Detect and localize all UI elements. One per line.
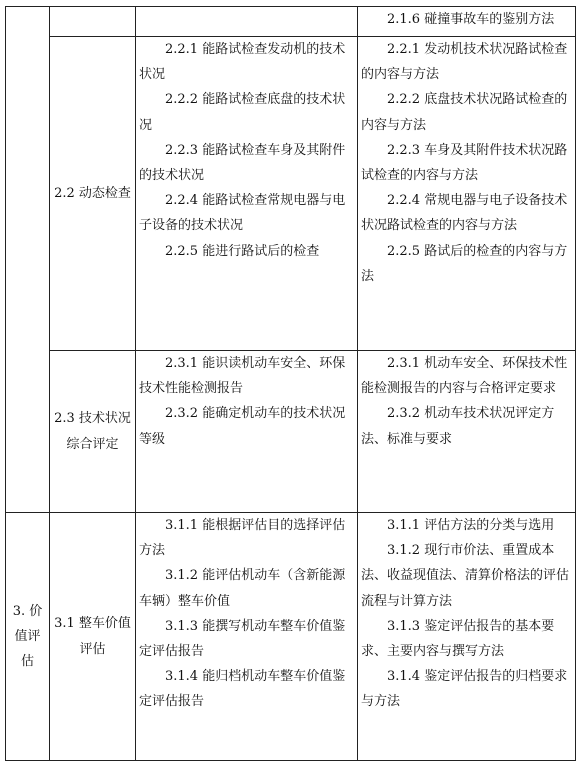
knowledge-item: 2.2.2 底盘技术状况路试检查的内容与方法	[361, 92, 568, 133]
skills-table	[5, 6, 576, 761]
table-row	[6, 513, 576, 761]
skills-cell	[136, 37, 358, 351]
knowledge-item: 3.1.3 鉴定评估报告的基本要求、主要内容与撰写方法	[361, 618, 555, 660]
table-row	[6, 37, 576, 351]
skill-item: 3.1.3 能撰写机动车整车价值鉴定评估报告	[139, 618, 346, 660]
knowledge-item: 2.3.2 机动车技术状况评定方法、标准与要求	[361, 406, 555, 447]
knowledge-cell	[358, 351, 576, 513]
skill-item: 2.2.3 能路试检查车身及其附件的技术状况	[139, 142, 346, 184]
skills-cell	[136, 351, 358, 513]
skill-item: 2.2.2 能路试检查底盘的技术状况	[139, 92, 346, 133]
knowledge-item: 3.1.2 现行市价法、重置成本法、收益现值法、清算价格法的评估流程与计算方法	[361, 543, 570, 609]
category-cell-empty	[6, 7, 50, 513]
table-row	[6, 7, 576, 37]
knowledge-item: 2.2.5 路试后的检查的内容与方法	[361, 243, 568, 284]
skill-item: 2.2.4 能路试检查常规电器与电子设备的技术状况	[139, 193, 346, 234]
skill-item: 3.1.1 能根据评估目的选择评估方法	[139, 518, 346, 559]
skills-cell	[136, 7, 358, 37]
subcategory-cell: 2.2 动态检查	[50, 37, 136, 351]
knowledge-item: 2.2.4 常规电器与电子设备技术状况路试检查的内容与方法	[361, 193, 568, 234]
knowledge-cell	[358, 513, 576, 761]
subcategory-cell-empty	[50, 7, 136, 37]
skill-item: 3.1.2 能评估机动车（含新能源车辆）整车价值	[139, 568, 346, 609]
skill-item: 3.1.4 能归档机动车整车价值鉴定评估报告	[139, 669, 346, 710]
table-row	[6, 351, 576, 513]
knowledge-item: 3.1.4 鉴定评估报告的归档要求与方法	[361, 669, 568, 710]
knowledge-item: 2.3.1 机动车安全、环保技术性能检测报告的内容与合格评定要求	[361, 356, 568, 397]
subcategory-cell: 3.1 整车价值评估	[50, 513, 136, 761]
knowledge-item: 2.2.1 发动机技术状况路试检查的内容与方法	[361, 42, 568, 83]
knowledge-cell	[358, 37, 576, 351]
category-cell: 3. 价值评估	[6, 513, 50, 761]
skill-item: 2.3.1 能识读机动车安全、环保技术性能检测报告	[139, 356, 346, 397]
knowledge-item: 3.1.1 评估方法的分类与选用	[387, 518, 555, 533]
skill-item: 2.3.2 能确定机动车的技术状况等级	[139, 406, 346, 447]
skills-cell	[136, 513, 358, 761]
skill-item: 2.2.1 能路试检查发动机的技术状况	[139, 42, 346, 83]
knowledge-cell	[358, 7, 576, 37]
skill-item: 2.2.5 能进行路试后的检查	[165, 243, 320, 259]
knowledge-item: 2.1.6 碰撞事故车的鉴别方法	[387, 12, 555, 27]
knowledge-item: 2.2.3 车身及其附件技术状况路试检查的内容与方法	[361, 142, 568, 184]
subcategory-cell: 2.3 技术状况综合评定	[50, 351, 136, 513]
